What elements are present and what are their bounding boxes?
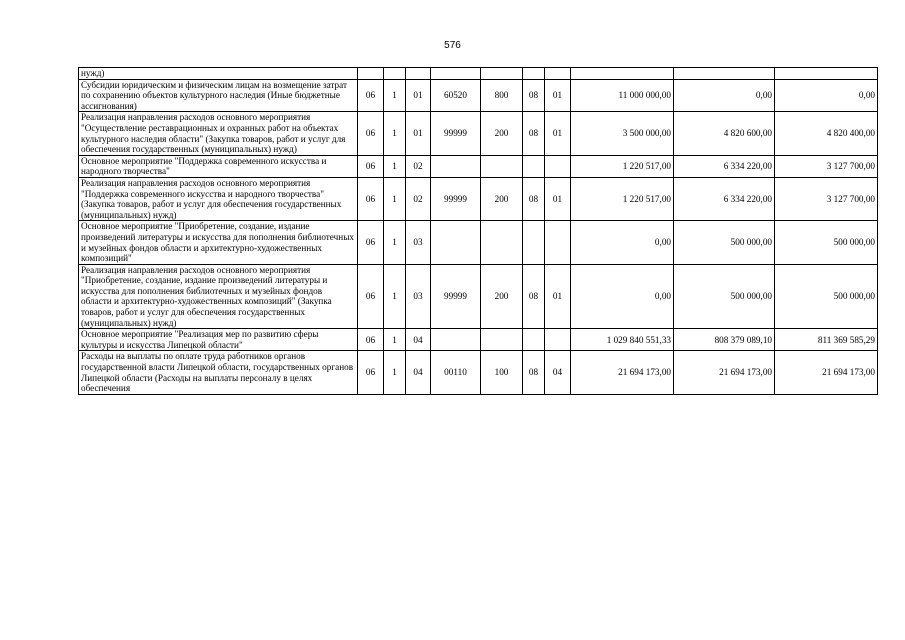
cell-code-7 bbox=[545, 329, 571, 351]
table-row bbox=[79, 155, 878, 177]
table-row bbox=[79, 264, 878, 329]
cell-code-6 bbox=[523, 155, 545, 177]
cell-code-5 bbox=[481, 221, 523, 264]
cell-code-3: 03 bbox=[406, 264, 431, 329]
table-row bbox=[79, 112, 878, 155]
cell-code-7 bbox=[545, 155, 571, 177]
cell-code-7: 01 bbox=[545, 112, 571, 155]
cell-code-1: 06 bbox=[358, 155, 384, 177]
cell-code-2: 1 bbox=[384, 79, 406, 112]
cell-code-5 bbox=[481, 68, 523, 80]
cell-amount-2 bbox=[674, 68, 775, 80]
cell-code-7 bbox=[545, 221, 571, 264]
row-description: Реализация направления расходов основного мероприятия "Приобретение, создание, издание произведений литературы и искусства для пополнения библиотечных и музейных фондов области и архитектурно-художественных композиций" (Закупка товаров, работ и услуг для обеспечения государственных (муниципальных) нужд) bbox=[79, 264, 358, 329]
row-description: Реализация направления расходов основного мероприятия "Поддержка современного искусства и народного творчества" (Закупка товаров, работ и услуг для обеспечения государственных (муниципальных) нужд) bbox=[79, 177, 358, 220]
cell-code-4 bbox=[431, 68, 481, 80]
cell-code-3: 01 bbox=[406, 79, 431, 112]
cell-code-2: 1 bbox=[384, 264, 406, 329]
cell-amount-1: 1 220 517,00 bbox=[571, 177, 674, 220]
cell-code-3: 04 bbox=[406, 329, 431, 351]
cell-code-3: 01 bbox=[406, 112, 431, 155]
cell-code-4: 99999 bbox=[431, 264, 481, 329]
cell-code-7: 01 bbox=[545, 79, 571, 112]
cell-code-5 bbox=[481, 155, 523, 177]
cell-code-6: 08 bbox=[523, 264, 545, 329]
table-row bbox=[79, 177, 878, 220]
cell-code-1: 06 bbox=[358, 177, 384, 220]
cell-amount-1: 21 694 173,00 bbox=[571, 351, 674, 394]
cell-amount-1: 1 029 840 551,33 bbox=[571, 329, 674, 351]
cell-amount-1 bbox=[571, 68, 674, 80]
cell-amount-2: 0,00 bbox=[674, 79, 775, 112]
cell-code-1: 06 bbox=[358, 351, 384, 394]
cell-code-1: 06 bbox=[358, 112, 384, 155]
row-description: Основное мероприятие "Приобретение, создание, издание произведений литературы и искусства для пополнения библиотечных и музейных фондов области и архитектурно-художественных композиций" bbox=[79, 221, 358, 264]
cell-amount-2: 500 000,00 bbox=[674, 221, 775, 264]
cell-amount-3 bbox=[775, 68, 878, 80]
cell-code-4 bbox=[431, 221, 481, 264]
row-description: нужд) bbox=[79, 68, 358, 80]
cell-amount-3: 811 369 585,29 bbox=[775, 329, 878, 351]
cell-code-2: 1 bbox=[384, 329, 406, 351]
cell-code-2: 1 bbox=[384, 177, 406, 220]
cell-code-3: 02 bbox=[406, 177, 431, 220]
cell-amount-1: 11 000 000,00 bbox=[571, 79, 674, 112]
cell-code-7 bbox=[545, 68, 571, 80]
cell-code-3 bbox=[406, 68, 431, 80]
cell-amount-3: 3 127 700,00 bbox=[775, 177, 878, 220]
cell-code-2 bbox=[384, 68, 406, 80]
cell-amount-2: 21 694 173,00 bbox=[674, 351, 775, 394]
cell-code-3: 04 bbox=[406, 351, 431, 394]
cell-code-4 bbox=[431, 329, 481, 351]
cell-code-2: 1 bbox=[384, 155, 406, 177]
cell-code-4: 00110 bbox=[431, 351, 481, 394]
cell-code-4: 99999 bbox=[431, 177, 481, 220]
cell-code-1: 06 bbox=[358, 264, 384, 329]
cell-code-2: 1 bbox=[384, 112, 406, 155]
cell-amount-3: 3 127 700,00 bbox=[775, 155, 878, 177]
cell-code-4: 60520 bbox=[431, 79, 481, 112]
row-description: Основное мероприятие "Поддержка современного искусства и народного творчества" bbox=[79, 155, 358, 177]
cell-code-4 bbox=[431, 155, 481, 177]
cell-code-1: 06 bbox=[358, 329, 384, 351]
cell-code-1: 06 bbox=[358, 221, 384, 264]
cell-amount-3: 4 820 400,00 bbox=[775, 112, 878, 155]
cell-amount-3: 0,00 bbox=[775, 79, 878, 112]
cell-code-7: 04 bbox=[545, 351, 571, 394]
cell-amount-3: 21 694 173,00 bbox=[775, 351, 878, 394]
table-row bbox=[79, 329, 878, 351]
cell-code-5: 200 bbox=[481, 112, 523, 155]
cell-code-5: 100 bbox=[481, 351, 523, 394]
cell-amount-3: 500 000,00 bbox=[775, 264, 878, 329]
cell-amount-1: 3 500 000,00 bbox=[571, 112, 674, 155]
cell-code-2: 1 bbox=[384, 351, 406, 394]
row-description: Основное мероприятие "Реализация мер по развитию сферы культуры и искусства Липецкой области" bbox=[79, 329, 358, 351]
cell-code-6: 08 bbox=[523, 177, 545, 220]
cell-amount-2: 6 334 220,00 bbox=[674, 177, 775, 220]
cell-amount-1: 1 220 517,00 bbox=[571, 155, 674, 177]
cell-code-5: 200 bbox=[481, 177, 523, 220]
cell-code-3: 02 bbox=[406, 155, 431, 177]
table-row bbox=[79, 221, 878, 264]
cell-amount-1: 0,00 bbox=[571, 264, 674, 329]
cell-code-5: 200 bbox=[481, 264, 523, 329]
cell-code-2: 1 bbox=[384, 221, 406, 264]
cell-code-6: 08 bbox=[523, 79, 545, 112]
cell-code-7: 01 bbox=[545, 264, 571, 329]
cell-code-5: 800 bbox=[481, 79, 523, 112]
budget-table bbox=[78, 67, 878, 395]
row-description: Субсидии юридическим и физическим лицам на возмещение затрат по сохранению объектов культурного наследия (Иные бюджетные ассигнования) bbox=[79, 79, 358, 112]
cell-amount-2: 6 334 220,00 bbox=[674, 155, 775, 177]
row-description: Реализация направления расходов основного мероприятия "Осуществление реставрационных и охранных работ на объектах культурного наследия области" (Закупка товаров, работ и услуг для обеспечения государственных (муниципальных) нужд) bbox=[79, 112, 358, 155]
cell-code-3: 03 bbox=[406, 221, 431, 264]
cell-amount-1: 0,00 bbox=[571, 221, 674, 264]
cell-code-7: 01 bbox=[545, 177, 571, 220]
cell-code-6: 08 bbox=[523, 351, 545, 394]
cell-amount-2: 500 000,00 bbox=[674, 264, 775, 329]
cell-code-6 bbox=[523, 68, 545, 80]
table-row bbox=[79, 68, 878, 80]
table-row bbox=[79, 351, 878, 394]
row-description: Расходы на выплаты по оплате труда работников органов государственной власти Липецкой области, государственных органов Липецкой области (Расходы на выплаты персоналу в целях обеспечения bbox=[79, 351, 358, 394]
cell-code-1: 06 bbox=[358, 79, 384, 112]
cell-amount-2: 808 379 089,10 bbox=[674, 329, 775, 351]
cell-code-6 bbox=[523, 221, 545, 264]
cell-amount-3: 500 000,00 bbox=[775, 221, 878, 264]
cell-code-1 bbox=[358, 68, 384, 80]
cell-code-6 bbox=[523, 329, 545, 351]
cell-code-6: 08 bbox=[523, 112, 545, 155]
table-row bbox=[79, 79, 878, 112]
cell-amount-2: 4 820 600,00 bbox=[674, 112, 775, 155]
page-number: 576 bbox=[444, 40, 461, 51]
cell-code-5 bbox=[481, 329, 523, 351]
cell-code-4: 99999 bbox=[431, 112, 481, 155]
